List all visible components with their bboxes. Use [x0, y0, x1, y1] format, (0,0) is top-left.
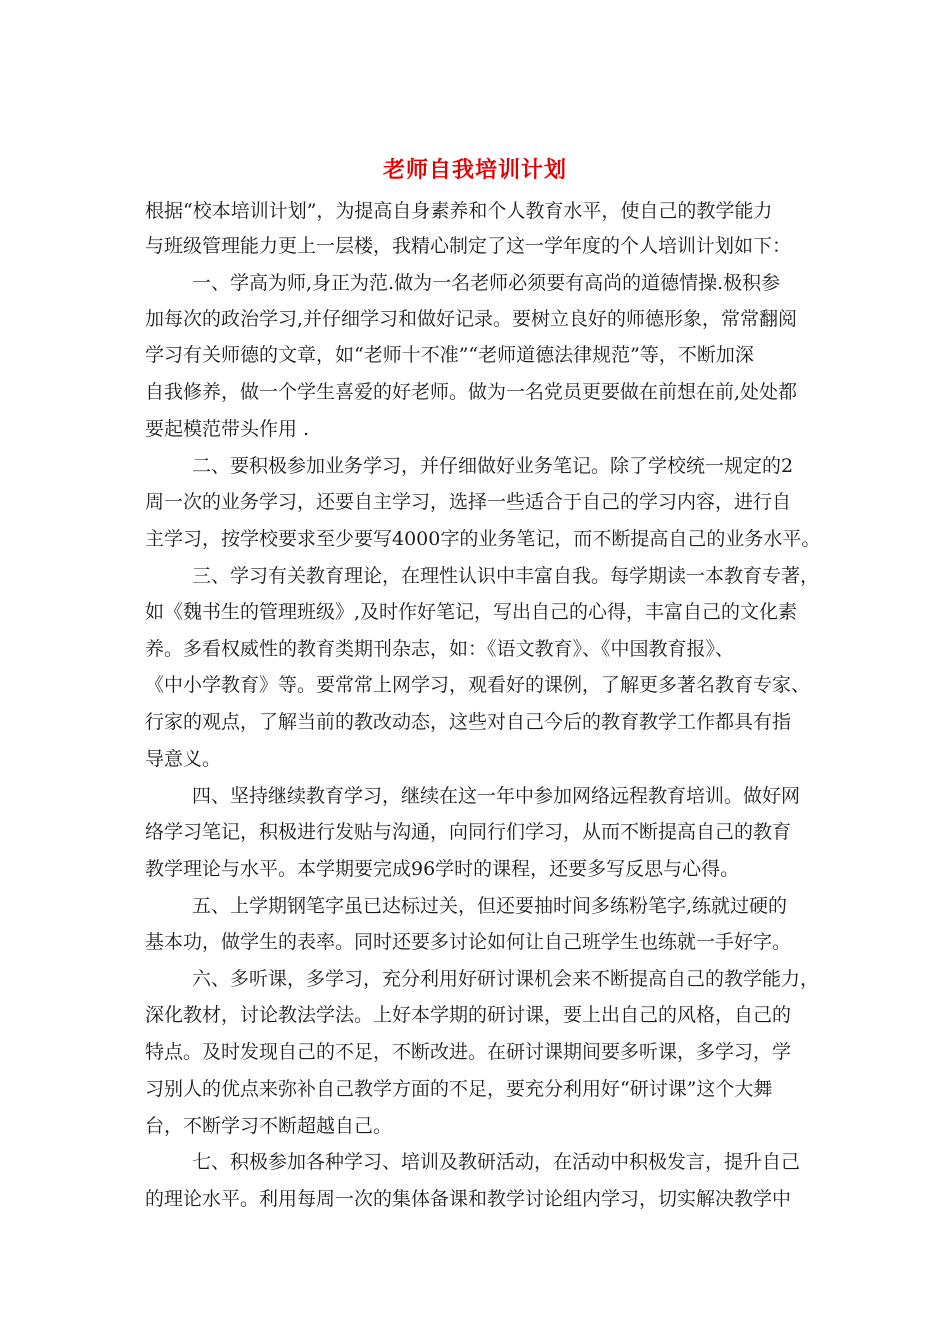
text-line: 养。多看权威性的教育类期刊杂志，如：《语文教育》、《中国教育报》、: [145, 638, 735, 660]
text-line: 行家的观点，了解当前的教改动态，这些对自己今后的教育教学工作都具有指: [145, 711, 792, 733]
text-line: 主学习，按学校要求至少要写4000字的业务笔记，而不断提高自己的业务水平。: [145, 528, 821, 550]
text-line: 的理论水平。利用每周一次的集体备课和教学讨论组内学习，切实解决教学中: [145, 1188, 792, 1210]
text-line: 络学习笔记，积极进行发贴与沟通，向同行们学习，从而不断提高自己的教育: [145, 821, 792, 843]
text-line: 与班级管理能力更上一层楼，我精心制定了这一学年度的个人培训计划如下：: [145, 235, 792, 257]
text-line: 基本功，做学生的表率。同时还要多讨论如何让自己班学生也练就一手好字。: [145, 931, 792, 953]
text-line: 加每次的政治学习,并仔细学习和做好记录。要树立良好的师德形象，常常翻阅: [145, 308, 798, 330]
paragraph-5-start: 五、上学期钢笔字虽已达标过关，但还要抽时间多练粉笔字,练就过硬的: [192, 895, 788, 917]
text-line: 根据“校本培训计划”，为提高自身素养和个人教育水平，使自己的教学能力: [145, 200, 773, 222]
text-line: 导意义。: [145, 748, 222, 770]
text-line: 周一次的业务学习，还要自主学习，选择一些适合于自己的学习内容，进行自: [145, 491, 792, 513]
paragraph-4-start: 四、坚持继续教育学习，继续在这一年中参加网络远程教育培训。做好网: [192, 785, 801, 807]
text-line: 深化教材，讨论教法学法。上好本学期的研讨课，要上出自己的风格，自己的: [145, 1004, 792, 1026]
text-line: 《中小学教育》等。要常常上网学习，观看好的课例，了解更多著名教育专家、: [145, 674, 811, 696]
text-line: 教学理论与水平。本学期要完成96学时的课程，还要多写反思与心得。: [145, 858, 740, 880]
paragraph-6-start: 六、多听课，多学习，充分利用好研讨课机会来不断提高自己的教学能力，: [192, 968, 820, 990]
paragraph-1-start: 一、学高为师,身正为范.做为一名老师必须要有高尚的道德情操.极积参: [192, 272, 781, 294]
text-line: 要起模范带头作用 .: [145, 418, 310, 440]
paragraph-2-start: 二、要积极参加业务学习，并仔细做好业务笔记。除了学校统一规定的2: [192, 455, 794, 477]
text-line: 习别人的优点来弥补自己教学方面的不足，要充分利用好“研讨课”这个大舞: [145, 1078, 773, 1100]
text-line: 学习有关师德的文章，如“老师十不准”“老师道德法律规范”等，不断加深: [145, 344, 754, 366]
text-line: 如《魏书生的管理班级》,及时作好笔记，写出自己的心得，丰富自己的文化素: [145, 601, 798, 623]
paragraph-7-start: 七、积极参加各种学习、培训及教研活动，在活动中积极发言，提升自己: [192, 1151, 801, 1173]
paragraph-3-start: 三、学习有关教育理论，在理性认识中丰富自我。每学期读一本教育专著，: [192, 565, 820, 587]
document-title: 老师自我培训计划: [382, 157, 567, 183]
text-line: 自我修养，做一个学生喜爱的好老师。做为一名党员更要做在前想在前,处处都: [145, 381, 798, 403]
text-line: 台，不断学习不断超越自己。: [145, 1115, 393, 1137]
text-line: 特点。及时发现自己的不足，不断改进。在研讨课期间要多听课，多学习，学: [145, 1041, 792, 1063]
